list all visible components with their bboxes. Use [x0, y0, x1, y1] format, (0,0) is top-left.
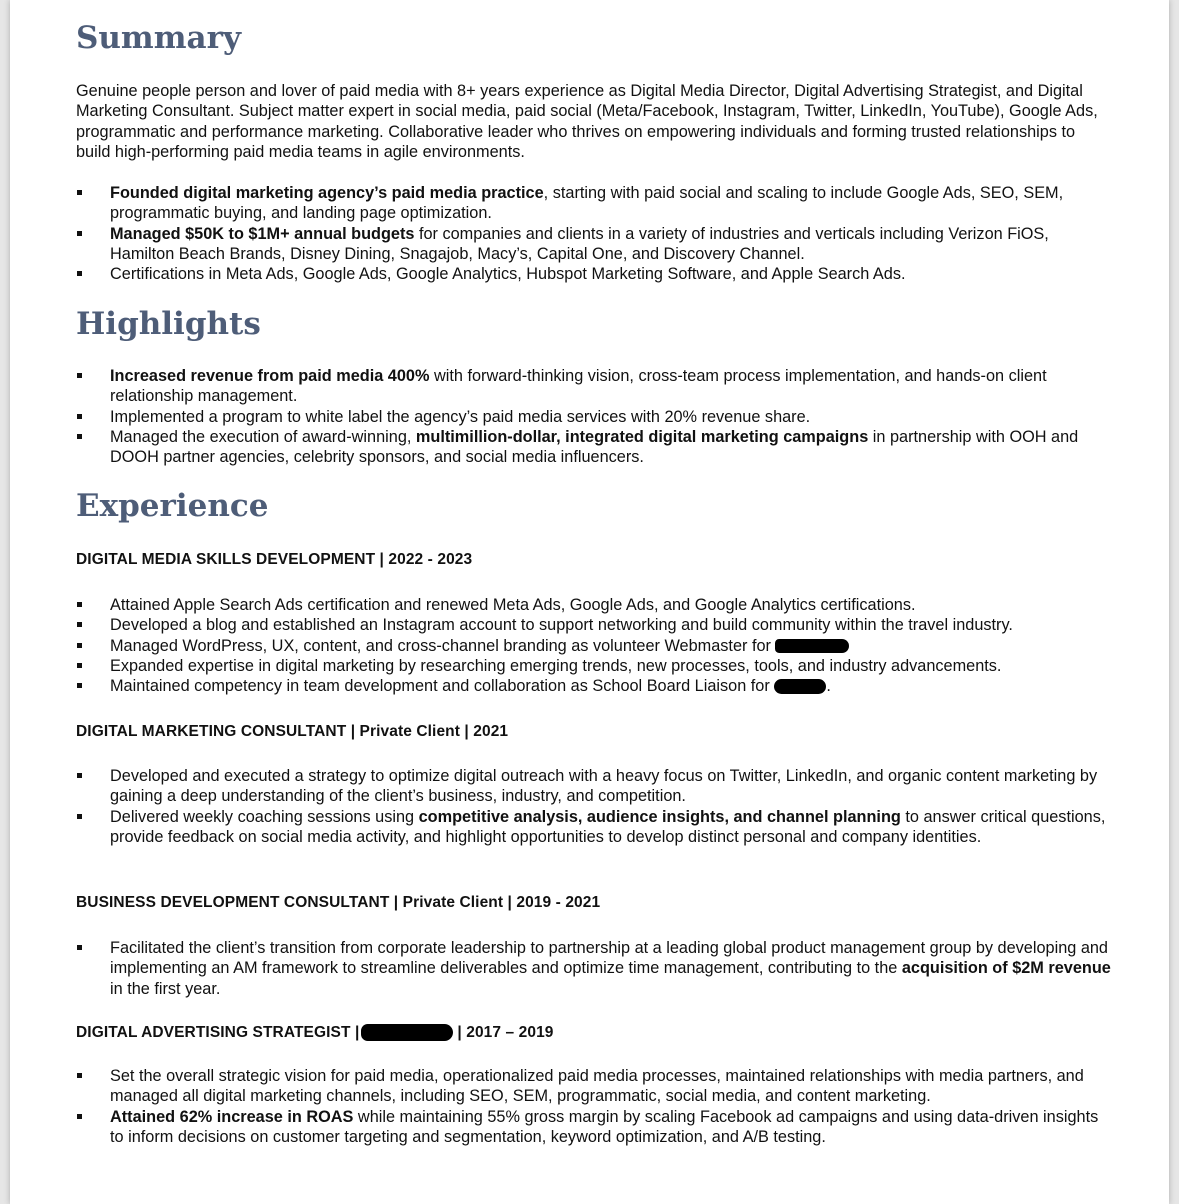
list-item: Founded digital marketing agency’s paid media practice, starting with paid social and scaling to include Google Ads, SEO, SEM, programmatic buying, and landing page optimization. [76, 183, 1116, 224]
list-item: Implemented a program to white label the agency’s paid media services with 20% revenue share. [76, 407, 1116, 427]
highlights-heading: Highlights [76, 306, 261, 342]
experience-heading: Experience [76, 488, 269, 524]
list-item: Delivered weekly coaching sessions using competitive analysis, audience insights, and channel planning to answer critical questions, provide feedback on social media activity, and highlight opportunities to develop distinct personal and company identities. [76, 807, 1116, 848]
role-title: DIGITAL MARKETING CONSULTANT | Private Client | 2021 [76, 723, 509, 740]
role-bullets [76, 766, 1116, 847]
list-item: Certifications in Meta Ads, Google Ads, Google Analytics, Hubspot Marketing Software, and Apple Search Ads. [76, 264, 1116, 284]
list-item: Developed a blog and established an Instagram account to support networking and build community within the travel industry. [76, 615, 1116, 635]
role-bullets [76, 595, 1116, 696]
list-item: Set the overall strategic vision for paid media, operationalized paid media processes, maintained relationships with media partners, and managed all digital marketing channels, including SEO, SEM, programmatic, social media, and content marketing. [76, 1066, 1116, 1107]
list-item: Managed $50K to $1M+ annual budgets for companies and clients in a variety of industries and verticals including Verizon FiOS, Hamilton Beach Brands, Disney Dining, Snagajob, Macy’s, Capital One, and Discovery Channel. [76, 224, 1116, 265]
bullet-marker [77, 602, 82, 607]
bullet-marker [77, 945, 82, 950]
summary-bullets [76, 183, 1116, 284]
redaction-mark [774, 679, 826, 694]
bullet-marker [77, 190, 82, 195]
bullet-marker [77, 414, 82, 419]
role-bullets [76, 938, 1116, 999]
list-item: Attained 62% increase in ROAS while maintaining 55% gross margin by scaling Facebook ad campaigns and using data-driven insights to inform decisions on customer targeting and segmentation, keyword optimization, and A/B testing. [76, 1107, 1116, 1148]
bullet-marker [77, 622, 82, 627]
bullet-marker [77, 663, 82, 668]
bullet-marker [77, 643, 82, 648]
bullet-marker [77, 683, 82, 688]
role-bullets [76, 1066, 1116, 1147]
list-item: Managed WordPress, UX, content, and cross-channel branding as volunteer Webmaster for [76, 636, 1116, 656]
role-title: BUSINESS DEVELOPMENT CONSULTANT | Private Client | 2019 - 2021 [76, 894, 601, 911]
list-item: Managed the execution of award-winning, multimillion-dollar, integrated digital marketing campaigns in partnership with OOH and DOOH partner agencies, celebrity sponsors, and social media influencers. [76, 427, 1116, 468]
bullet-marker [77, 1073, 82, 1078]
list-item: Developed and executed a strategy to optimize digital outreach with a heavy focus on Twitter, LinkedIn, and organic content marketing by gaining a deep understanding of the client’s business, industry, and competition. [76, 766, 1116, 807]
list-item: Attained Apple Search Ads certification and renewed Meta Ads, Google Ads, and Google Analytics certifications. [76, 595, 1116, 615]
bullet-marker [77, 773, 82, 778]
list-item: Expanded expertise in digital marketing by researching emerging trends, new processes, tools, and industry advancements. [76, 656, 1116, 676]
resume-page [10, 0, 1169, 1204]
bullet-marker [77, 231, 82, 236]
bullet-marker [77, 373, 82, 378]
list-item: Facilitated the client’s transition from corporate leadership to partnership at a leading global product management group by developing and implementing an AM framework to streamline deliverables and optimize time management, contributing to the acquisition of $2M revenue in the first year. [76, 938, 1116, 999]
redaction-mark [361, 1024, 453, 1041]
bullet-marker [77, 434, 82, 439]
list-item: Maintained competency in team development and collaboration as School Board Liaison for . [76, 676, 1116, 696]
list-item: Increased revenue from paid media 400% with forward-thinking vision, cross-team process implementation, and hands-on client relationship management. [76, 366, 1116, 407]
bullet-marker [77, 271, 82, 276]
bullet-marker [77, 1114, 82, 1119]
summary-paragraph: Genuine people person and lover of paid media with 8+ years experience as Digital Media Director, Digital Advertising Strategist, and Digital Marketing Consultant. Subject matter expert in social media, paid social (Meta/Facebook, Instagram, Twitter, LinkedIn, YouTube), Google Ads, programmatic and performance marketing. Collaborative leader who thrives on empowering individuals and forming trusted relationships to build high-performing paid media teams in agile environments. [76, 82, 1098, 161]
role-title: DIGITAL ADVERTISING STRATEGIST | | 2017 – 2019 [76, 1024, 554, 1041]
summary-heading: Summary [76, 20, 241, 56]
role-title: DIGITAL MEDIA SKILLS DEVELOPMENT | 2022 - 2023 [76, 551, 473, 568]
bullet-marker [77, 814, 82, 819]
redaction-mark [775, 639, 849, 653]
highlights-bullets [76, 366, 1116, 467]
